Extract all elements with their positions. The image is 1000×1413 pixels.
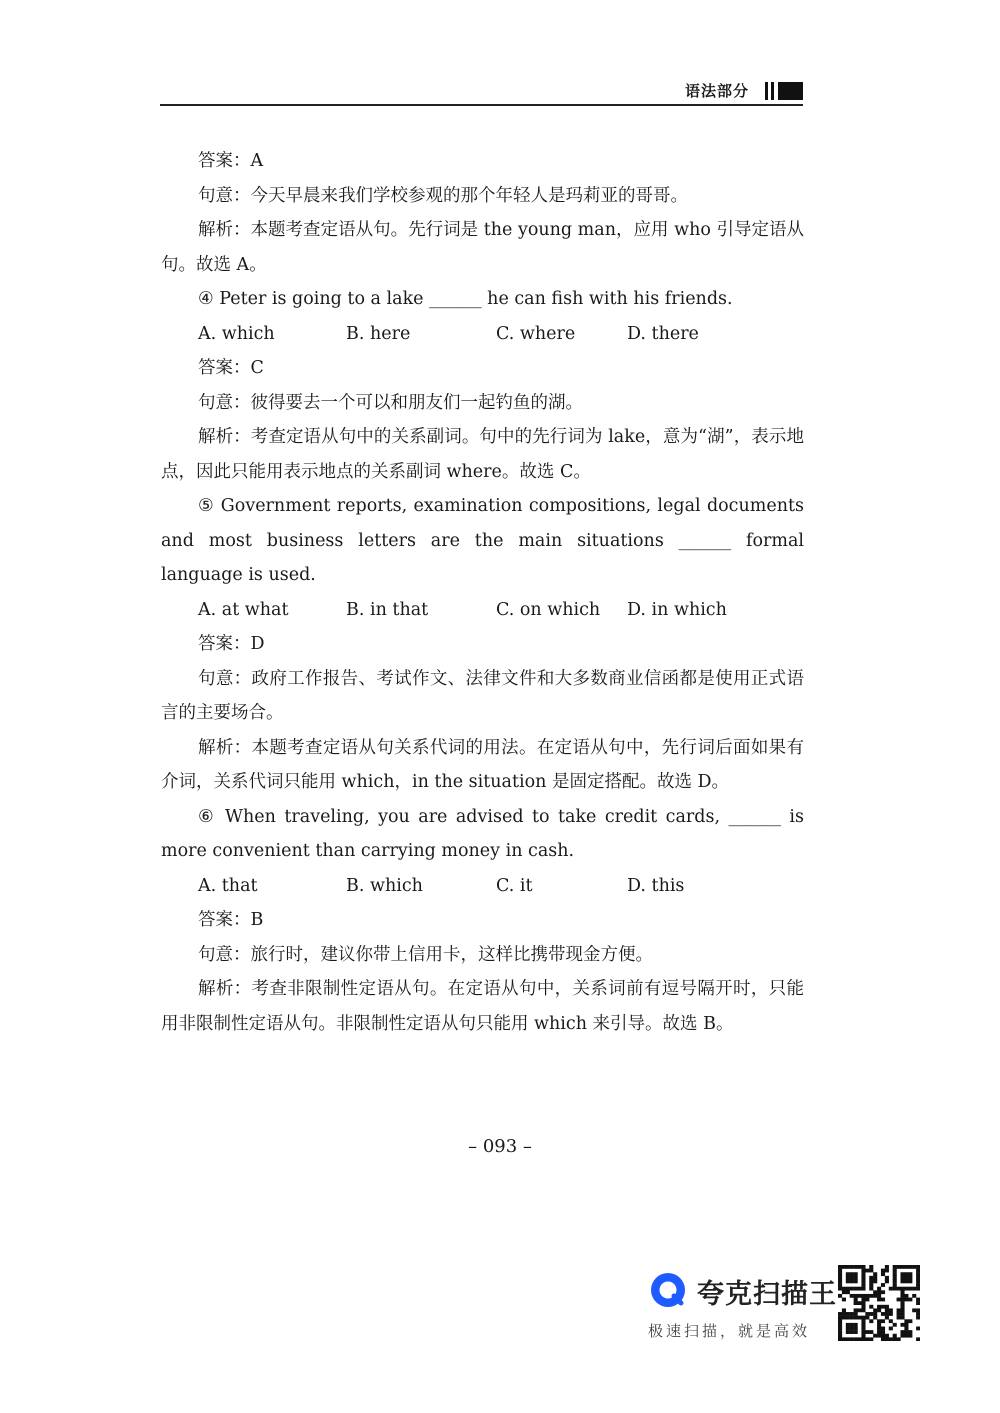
paragraph: 解析：本题考查定语从句。先行词是 the young man，应用 who 引导定语从句。故选 A。 (161, 220, 804, 275)
option-row (161, 869, 804, 904)
option-choice: A. that (198, 875, 258, 896)
document-body (161, 144, 804, 1041)
paragraph: ④ Peter is going to a lake ______ he can fish with his friends. (198, 289, 733, 309)
paragraph: 解析：考查非限制性定语从句。在定语从句中，关系词前有逗号隔开时，只能用非限制性定语从句。非限制性定语从句只能用 which 来引导。故选 B。 (161, 979, 804, 1034)
paragraph: 句意：政府工作报告、考试作文、法律文件和大多数商业信函都是使用正式语言的主要场合。 (161, 668, 804, 723)
watermark-app-name: 夸克扫描王 (697, 1279, 837, 1310)
option-choice: D. in which (627, 599, 727, 620)
paragraph: 答案：B (198, 910, 264, 930)
page-number: – 093 – (468, 1136, 532, 1157)
page-header (160, 78, 803, 104)
paragraph: 解析：考查定语从句中的关系副词。句中的先行词为 lake，意为“湖”，表示地点，因此只能用表示地点的关系副词 where。故选 C。 (161, 427, 804, 482)
paragraph: 答案：A (198, 151, 264, 171)
paragraph: ⑤ Government reports, examination compositions, legal documents and most business letters are the main situations ______ formal language is used. (161, 496, 804, 585)
option-choice: A. which (198, 323, 275, 344)
option-choice: A. at what (198, 599, 289, 620)
paragraph: 句意：彼得要去一个可以和朋友们一起钓鱼的湖。 (198, 392, 583, 413)
paragraph: 答案：C (198, 358, 264, 378)
quark-logo-icon (648, 1270, 688, 1310)
option-choice: D. there (627, 323, 699, 344)
header-bars-icon (765, 82, 803, 100)
section-title: 语法部分 (684, 82, 749, 100)
paragraph: 答案：D (198, 634, 265, 654)
option-choice: C. it (496, 875, 533, 896)
option-row (161, 317, 804, 352)
option-row (161, 593, 804, 628)
option-choice: B. in that (346, 599, 429, 620)
option-choice: D. this (627, 875, 685, 896)
watermark-slogan: 极速扫描，就是高效 (648, 1322, 811, 1340)
option-choice: C. where (496, 323, 576, 344)
header-rule (160, 104, 803, 106)
paragraph: 句意：旅行时，建议你带上信用卡，这样比携带现金方便。 (198, 944, 653, 965)
paragraph: 解析：本题考查定语从句关系代词的用法。在定语从句中，先行词后面如果有介词，关系代词只能用 which，in the situation 是固定搭配。故选 D。 (161, 737, 804, 792)
option-choice: B. here (346, 323, 411, 344)
option-choice: B. which (346, 875, 423, 896)
paragraph: 句意：今天早晨来我们学校参观的那个年轻人是玛莉亚的哥哥。 (198, 185, 688, 206)
qr-code-icon (838, 1265, 920, 1341)
paragraph: ⑥ When traveling, you are advised to take credit cards, ______ is more convenient than carrying money in cash. (161, 806, 804, 861)
option-choice: C. on which (496, 599, 601, 620)
